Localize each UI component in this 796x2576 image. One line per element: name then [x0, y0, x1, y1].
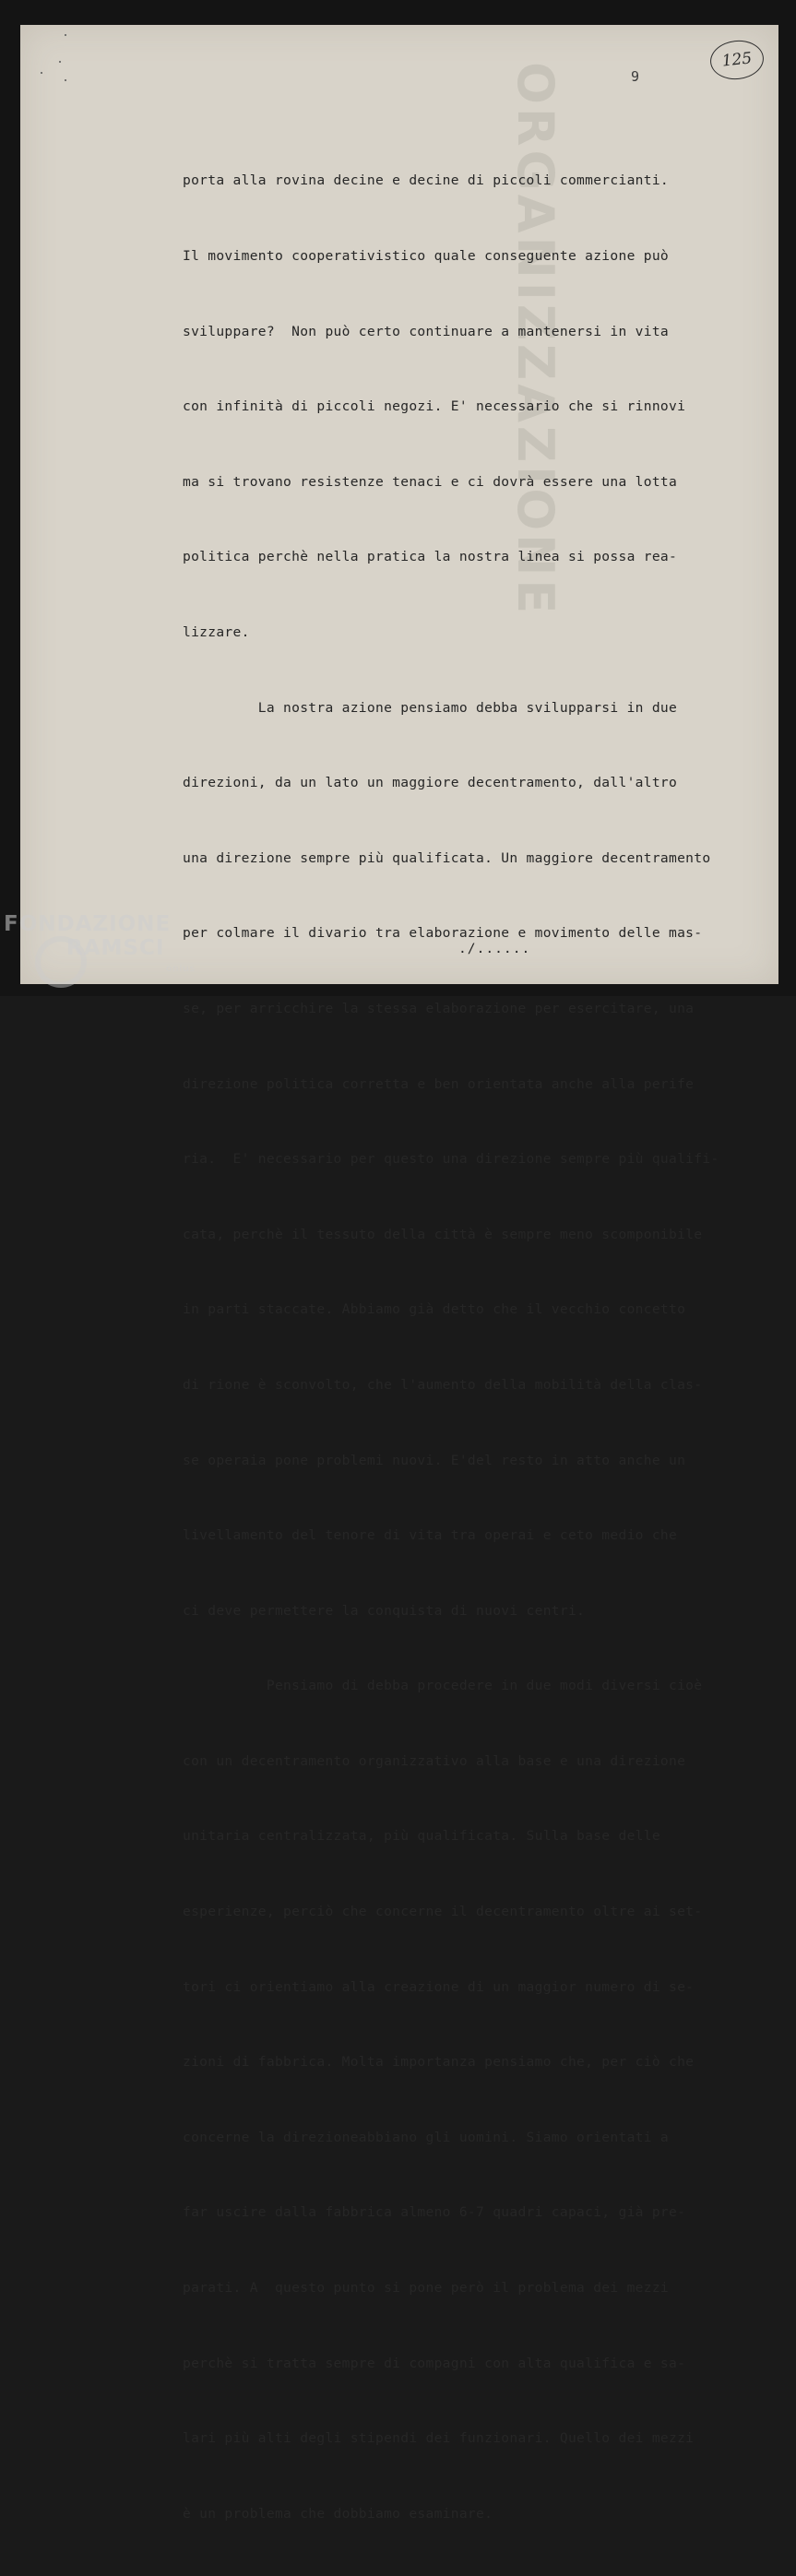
logo-line-1: FONDAZIONE	[4, 912, 172, 936]
text-line: Il movimento cooperativistico quale conseguente azione può	[183, 248, 669, 264]
text-line: con infinità di piccoli negozi. E' necessario che si rinnovi	[183, 398, 686, 415]
text-line: porta alla rovina decine e decine di piccoli commercianti.	[183, 172, 669, 189]
text-line: perchè si tratta sempre di compagni con alta qualifica e sa-	[183, 2355, 686, 2371]
text-line: ria. E' necessario per questo una direzione sempre più qualifi-	[183, 1151, 719, 1168]
text-line: lizzare.	[183, 623, 250, 640]
watermark-stamp: ORGANIZZAZIONE	[506, 62, 564, 618]
text-line: Pensiamo di debba procedere in due modi diversi cioè	[183, 1678, 703, 1694]
text-line: politica perchè nella pratica la nostra linea si possa rea-	[183, 549, 678, 565]
text-line: far uscire dalla fabbrica almeno 6-7 quadri capaci, già pre-	[183, 2204, 686, 2221]
text-line: tori ci orientiamo alla creazione di un maggior numero di se-	[183, 1978, 695, 1995]
text-line: in parti staccate. Abbiamo già detto che il vecchio concetto	[183, 1301, 686, 1318]
text-line: esperienze, perciò che concerne il decentramento oltre ai set-	[183, 1904, 703, 1920]
continuation-mark: ./......	[458, 941, 531, 956]
page-number: 9	[631, 68, 640, 85]
archive-number-stamp: 125	[708, 38, 766, 82]
text-line: unitaria centralizzata, più qualificata. Sulla base delle	[183, 1828, 660, 1845]
text-line: concerne la direzioneabbiano gli uomini. Siamo orientati a	[183, 2129, 669, 2145]
text-line: ma si trovano resistenze tenaci e ci dovrà essere una lotta	[183, 473, 678, 490]
text-line: di rione è sconvolto, che l'aumento della mobilità della clas-	[183, 1376, 703, 1393]
text-line: La nostra azione pensiamo debba svilupparsi in due	[183, 699, 678, 716]
text-line: sviluppare? Non può certo continuare a mantenersi in vita	[183, 323, 669, 339]
text-line: se, per arricchire la stessa elaborazione per esercitare, una	[183, 1000, 695, 1016]
text-line: cata, perchè il tessuto della città è sempre meno scomponibile	[183, 1226, 703, 1242]
text-line: direzione politica corretta e ben orientata anche alla perife	[183, 1075, 695, 1092]
text-line: livellamento del tenore di vita tra operai e ceto medio che	[183, 1527, 678, 1544]
text-line: con un decentramento organizzativo alla base e una direzione	[183, 1752, 686, 1769]
text-line: direzioni, da un lato un maggiore decentramento, dall'altro	[183, 775, 678, 791]
text-line: per colmare il divario tra elaborazione e movimento delle mas-	[183, 925, 703, 942]
text-line: lari più alti degli stipendi dei funzionari. Quello dei mezzi	[183, 2430, 695, 2447]
text-line: se operaia pone problemi nuovi. E'del resto in atto anche un	[183, 1452, 686, 1468]
text-line: è un problema che dobbiamo esaminare.	[183, 2505, 493, 2522]
text-line: ci deve permettere la conquista di nuovi centri.	[183, 1602, 586, 1619]
text-line: zioni di fabbrica. Molta importanza pensiamo che, per ciò che	[183, 2054, 695, 2071]
text-line: una direzione sempre più qualificata. Un maggiore decentramento	[183, 849, 711, 866]
fondazione-gramsci-logo	[4, 908, 207, 991]
text-line: parati. A questo punto si pone però il problema dei mezzi	[183, 2280, 669, 2297]
typed-text-body	[183, 118, 773, 2576]
logo-line-2: RAMSCI	[66, 936, 165, 960]
logo-line-3: onlus	[166, 964, 196, 974]
